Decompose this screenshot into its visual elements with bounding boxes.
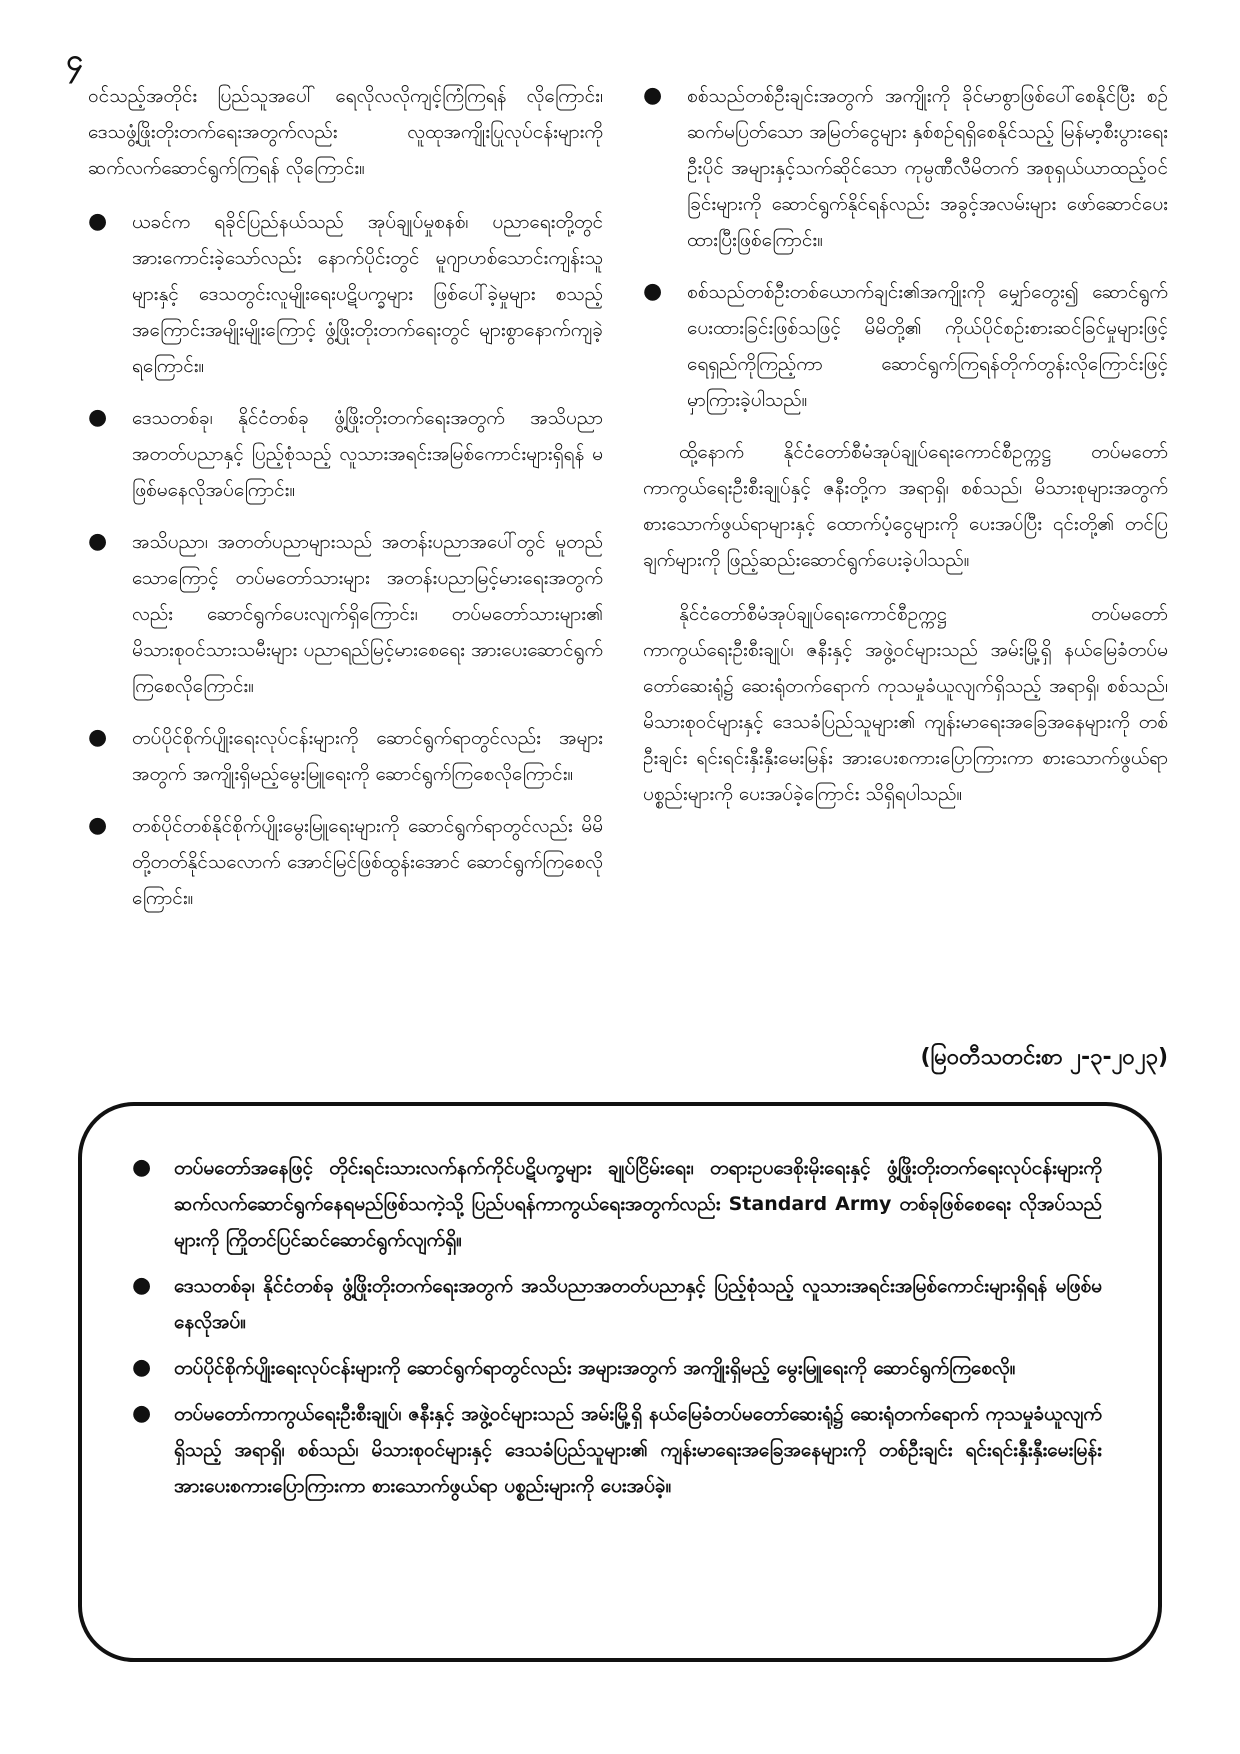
bullet-icon: ● <box>132 1273 152 1298</box>
list-item-text: တပ်ပိုင်စိုက်ပျိုးရေးလုပ်ငန်းများကို ဆောင်ရွက်ရာတွင်လည်း အများအတွက် အကျိုးရှိမည့်မွေးမြူရေးကို ဆောင်ရွက်ကြစေလိုကြောင်း။ <box>132 727 603 785</box>
summary-item-text: တပ်မတော်အနေဖြင့် တိုင်းရင်းသားလက်နက်ကိုင်ပဋိပက္ခများ ချုပ်ငြိမ်းရေး၊ တရားဥပဒေစိုးမိုးရေးနှင့် ဖွံ့ဖြိုးတိုးတက်ရေးလုပ်ငန်းများကို ဆက်လက်ဆောင်ရွက်နေရမည်ဖြစ်သကဲ့သို့ ပြည်ပရန်ကာကွယ်ရေးအတွက်လည်း Standard Army တစ်ခုဖြစ်စေရေး လိုအပ်သည်များကို ကြိုတင်ပြင်ဆင်ဆောင်ရွက်လျက်ရှိ။ <box>174 1157 1102 1251</box>
bullet-icon: ● <box>88 813 108 838</box>
list-item <box>643 78 1168 258</box>
article-body <box>88 78 1168 1068</box>
body-paragraph: ထို့နောက် နိုင်ငံတော်စီမံအုပ်ချုပ်ရေးကောင်စီဥက္ကဋ္ဌ တပ်မတော်ကာကွယ်ရေးဦးစီးချုပ်နှင့် ဇနီးတို့က အရာရှိ၊ စစ်သည်၊ မိသားစုများအတွက် စားသောက်ဖွယ်ရာများနှင့် ထောက်ပံ့ငွေများကို ပေးအပ်ပြီး ၎င်းတို့၏ တင်ပြချက်များကို ဖြည့်ဆည်းဆောင်ရွက်ပေးခဲ့ပါသည်။ <box>643 441 1168 571</box>
list-item-text: တစ်ပိုင်တစ်နိုင်စိုက်ပျိုးမွေးမြူရေးများကို ဆောင်ရွက်ရာတွင်လည်း မိမိတို့တတ်နိုင်သလောက် အောင်မြင်ဖြစ်ထွန်းအောင် ဆောင်ရွက်ကြစေလိုကြောင်း။ <box>132 815 603 909</box>
bullet-icon: ● <box>132 1155 152 1180</box>
right-column <box>643 78 1168 830</box>
summary-box <box>78 1102 1162 1662</box>
list-item-text: စစ်သည်တစ်ဦးချင်းအတွက် အကျိုးကို ခိုင်မာစွာဖြစ်ပေါ်စေနိုင်ပြီး စဉ်ဆက်မပြတ်သော အမြတ်ငွေများ နှစ်စဉ်ရရှိစေနိုင်သည့် မြန်မာ့စီးပွားရေးဦးပိုင် အများနှင့်သက်ဆိုင်သော ကုမ္ပဏီလီမိတက် အစုရှယ်ယာထည့်ဝင်ခြင်းများကို ဆောင်ရွက်နိုင်ရန်လည်း အခွင့်အလမ်းများ ဖော်ဆောင်ပေးထားပြီးဖြစ်ကြောင်း။ <box>687 85 1168 251</box>
bullet-icon: ● <box>88 725 108 750</box>
left-column <box>88 78 603 932</box>
list-item-text: ယခင်က ရခိုင်ပြည်နယ်သည် အုပ်ချုပ်မှုစနစ်၊ ပညာရေးတို့တွင် အားကောင်းခဲ့သော်လည်း နောက်ပိုင်းတွင် မူဂျာဟစ်သောင်းကျန်းသူများနှင့် ဒေသတွင်းလူမျိုးရေးပဋိပက္ခများ ဖြစ်ပေါ်ခဲ့မှုများ စသည့်အကြောင်းအမျိုးမျိုးကြောင့် ဖွံ့ဖြိုးတိုးတက်ရေးတွင် များစွာနောက်ကျခဲ့ရကြောင်း။ <box>132 211 603 377</box>
bullet-icon: ● <box>88 405 108 430</box>
summary-item <box>132 1268 1102 1340</box>
bullet-icon: ● <box>643 83 663 108</box>
list-item <box>88 808 603 916</box>
list-item <box>88 524 603 704</box>
bullet-icon: ● <box>88 209 108 234</box>
summary-item <box>132 1396 1102 1504</box>
list-item-text: စစ်သည်တစ်ဦးတစ်ယောက်ချင်း၏အကျိုးကို မျှော်တွေး၍ ဆောင်ရွက်ပေးထားခြင်းဖြစ်သဖြင့် မိမိတို့၏ ကိုယ်ပိုင်စဉ်းစားဆင်ခြင်မှုများဖြင့် ရေရှည်ကိုကြည့်ကာ ဆောင်ရွက်ကြရန်တိုက်တွန်းလိုကြောင်းဖြင့် မှာကြားခဲ့ပါသည်။ <box>687 281 1168 411</box>
summary-item <box>132 1150 1102 1258</box>
list-item-text: ဒေသတစ်ခု၊ နိုင်ငံတစ်ခု ဖွံ့ဖြိုးတိုးတက်ရေးအတွက် အသိပညာ အတတ်ပညာနှင့် ပြည့်စုံသည့် လူသားအရင်းအမြစ်ကောင်းများရှိရန် မဖြစ်မနေလိုအပ်ကြောင်း။ <box>132 407 603 501</box>
intro-paragraph: ဝင်သည့်အတိုင်း ပြည်သူအပေါ် ရေလိုလလိုကျင့်ကြံကြရန် လိုကြောင်း၊ ဒေသဖွံ့ဖြိုးတိုးတက်ရေးအတွက်လည်း လူထုအကျိုးပြုလုပ်ငန်းများကို ဆက်လက်ဆောင်ရွက်ကြရန် လိုကြောင်း။ <box>88 85 603 179</box>
page-number: ၄ <box>66 43 83 78</box>
summary-item-text: ဒေသတစ်ခု၊ နိုင်ငံတစ်ခု ဖွံ့ဖြိုးတိုးတက်ရေးအတွက် အသိပညာအတတ်ပညာနှင့် ပြည့်စုံသည့် လူသားအရင်းအမြစ်ကောင်းများရှိရန် မဖြစ်မနေလိုအပ်။ <box>174 1275 1102 1333</box>
summary-item-text: တပ်မတော်ကာကွယ်ရေးဦးစီးချုပ်၊ ဇနီးနှင့် အဖွဲ့ဝင်များသည် အမ်းမြို့ရှိ နယ်မြေခံတပ်မတော်ဆေးရုံ၌ ဆေးရုံတက်ရောက် ကုသမှုခံယူလျက်ရှိသည့် အရာရှိ၊ စစ်သည်၊ မိသားစုဝင်များနှင့် ဒေသခံပြည်သူများ၏ ကျန်းမာရေးအခြေအနေများကို တစ်ဦးချင်း ရင်းရင်းနှီးနှီးမေးမြန်းအားပေးစကားပြောကြားကာ စားသောက်ဖွယ်ရာ ပစ္စည်းများကို ပေးအပ်ခဲ့။ <box>174 1403 1102 1497</box>
list-item <box>88 400 603 508</box>
bullet-icon: ● <box>643 279 663 304</box>
summary-item <box>132 1350 1102 1386</box>
list-item <box>88 720 603 792</box>
bullet-icon: ● <box>88 529 108 554</box>
bullet-icon: ● <box>132 1355 152 1380</box>
list-item-text: အသိပညာ၊ အတတ်ပညာများသည် အတန်းပညာအပေါ်တွင် မူတည်သောကြောင့် တပ်မတော်သားများ အတန်းပညာမြင့်မားရေးအတွက်လည်း ဆောင်ရွက်ပေးလျက်ရှိကြောင်း၊ တပ်မတော်သားများ၏ မိသားစုဝင်သားသမီးများ ပညာရည်မြင့်မားစေရေး အားပေးဆောင်ရွက်ကြစေလိုကြောင်း။ <box>132 531 603 697</box>
summary-item-text: တပ်ပိုင်စိုက်ပျိုးရေးလုပ်ငန်းများကို ဆောင်ရွက်ရာတွင်လည်း အများအတွက် အကျိုးရှိမည့် မွေးမြူရေးကို ဆောင်ရွက်ကြစေလို။ <box>174 1357 1016 1379</box>
bullet-icon: ● <box>132 1401 152 1426</box>
list-item <box>643 274 1168 418</box>
list-item <box>88 204 603 384</box>
source-note: (မြဝတီသတင်းစာ ၂-၃-၂၀၂၃) <box>920 1045 1168 1070</box>
body-paragraph: နိုင်ငံတော်စီမံအုပ်ချုပ်ရေးကောင်စီဥက္ကဋ္ဌ တပ်မတော်ကာကွယ်ရေးဦးစီးချုပ်၊ ဇနီးနှင့် အဖွဲ့ဝင်များသည် အမ်းမြို့ရှိ နယ်မြေခံတပ်မတော်ဆေးရုံ၌ ဆေးရုံတက်ရောက် ကုသမှုခံယူလျက်ရှိသည့် အရာရှိ၊ စစ်သည်၊ မိသားစုဝင်များနှင့် ဒေသခံပြည်သူများ၏ ကျန်းမာရေးအခြေအနေများကို တစ်ဦးချင်း ရင်းရင်းနှီးနှီးမေးမြန်း အားပေးစကားပြောကြားကာ စားသောက်ဖွယ်ရာပစ္စည်းများကို ပေးအပ်ခဲ့ကြောင်း သိရှိရပါသည်။ <box>643 603 1168 805</box>
